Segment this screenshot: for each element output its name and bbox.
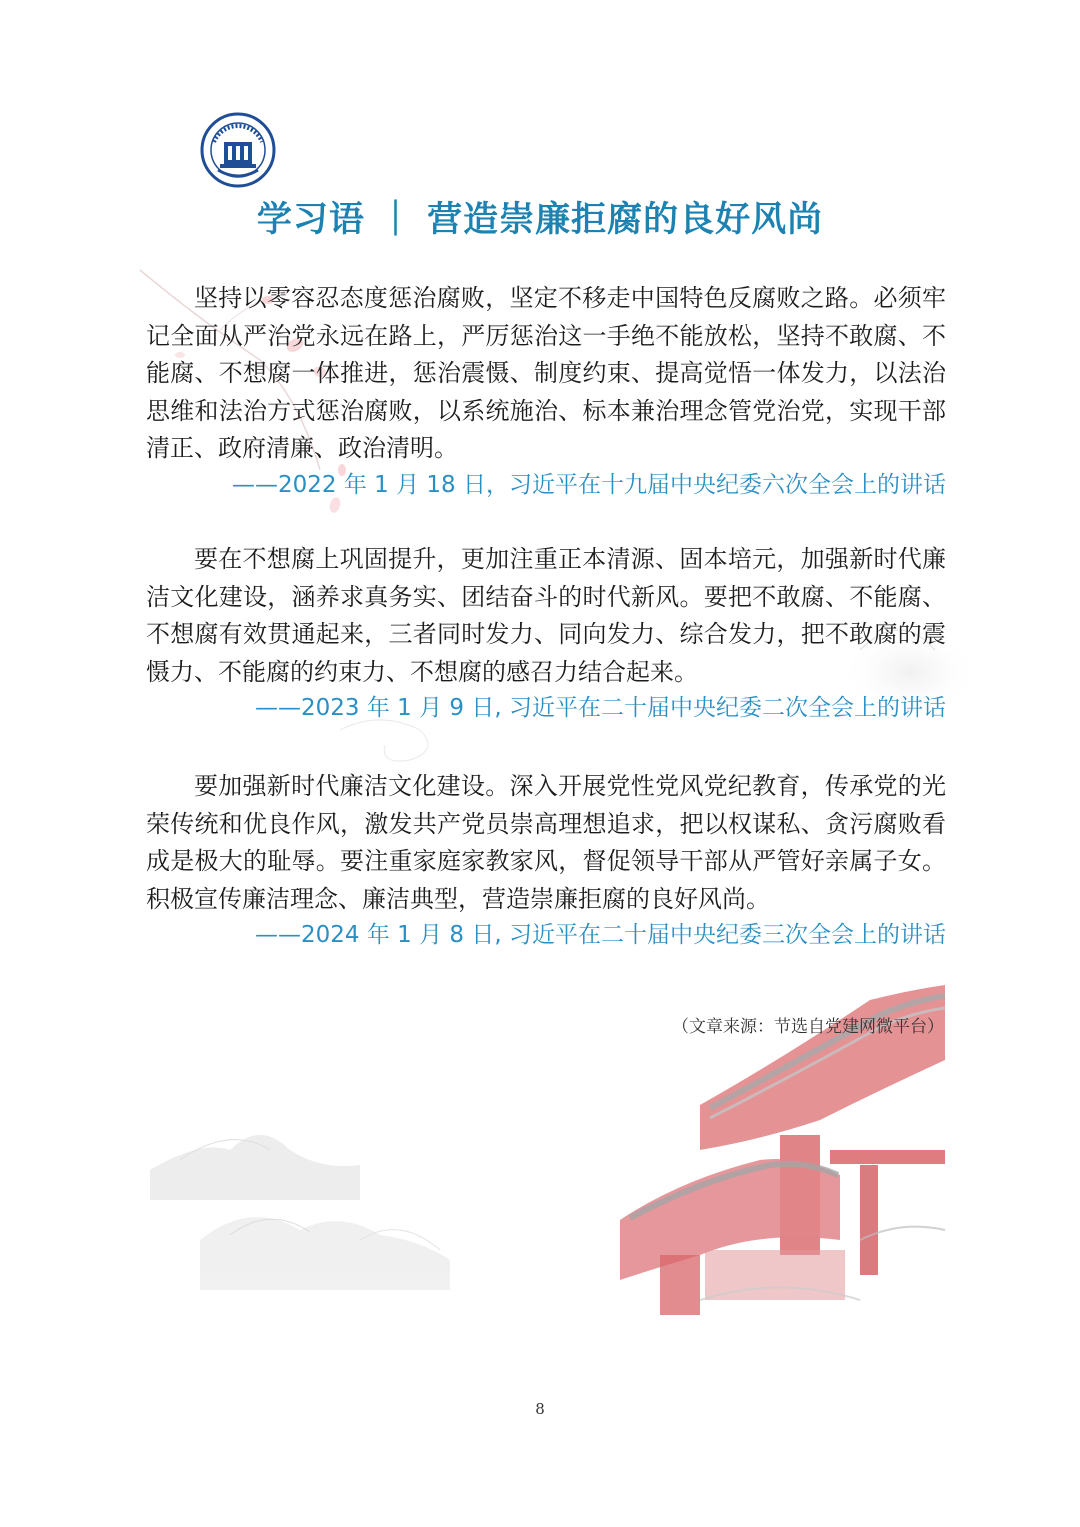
quote-attribution: ——2023 年 1 月 9 日, 习近平在二十届中央纪委二次全会上的讲话 xyxy=(255,695,946,721)
quote-paragraph: 坚持以零容忍态度惩治腐败，坚定不移走中国特色反腐败之路。必须牢记全面从严治党永远在路上，严厉惩治这一手绝不能放松，坚持不敢腐、不能腐、不想腐一体推进，惩治震慑、制度约束、提高觉悟一体发力，以法治思维和法治方式惩治腐败，以系统施治、标本兼治理念管党治党，实现干部清正、政府清廉、政治清明。 xyxy=(146,284,946,462)
ink-mountains-bottom xyxy=(150,1135,450,1290)
page-number: 8 xyxy=(535,1400,545,1418)
quote-attribution: ——2022 年 1 月 18 日，习近平在十九届中央纪委六次全会上的讲话 xyxy=(232,471,946,498)
quote-section-2 xyxy=(146,541,946,725)
cloud-swirl xyxy=(340,720,428,761)
page-title: 学习语 ｜ 营造崇廉拒腐的良好风尚 xyxy=(256,200,824,240)
quote-paragraph: 要加强新时代廉洁文化建设。深入开展党性党风党纪教育，传承党的光荣传统和优良作风，激发共产党员崇高理想追求，把以权谋私、贪污腐败看成是极大的耻辱。要注重家庭家教家风，督促领导干部从严管好亲属子女。积极宣传廉洁理念、廉洁典型，营造崇廉拒腐的良好风尚。 xyxy=(146,772,946,913)
quote-section-3 xyxy=(146,768,946,952)
quote-paragraph: 要在不想腐上巩固提升，更加注重正本清源、固本培元，加强新时代廉洁文化建设，涵养求真务实、团结奋斗的时代新风。要把不敢腐、不能腐、不想腐有效贯通起来，三者同时发力、同向发力、综合发力，把不敢腐的震慑力、不能腐的约束力、不想腐的感召力结合起来。 xyxy=(146,545,946,686)
quote-attribution: ——2024 年 1 月 8 日, 习近平在二十届中央纪委三次全会上的讲话 xyxy=(255,922,946,948)
quote-section-1 xyxy=(146,280,946,502)
source-note: （文章来源：节选自党建网微平台） xyxy=(672,1017,944,1037)
institution-seal-icon xyxy=(200,112,276,188)
